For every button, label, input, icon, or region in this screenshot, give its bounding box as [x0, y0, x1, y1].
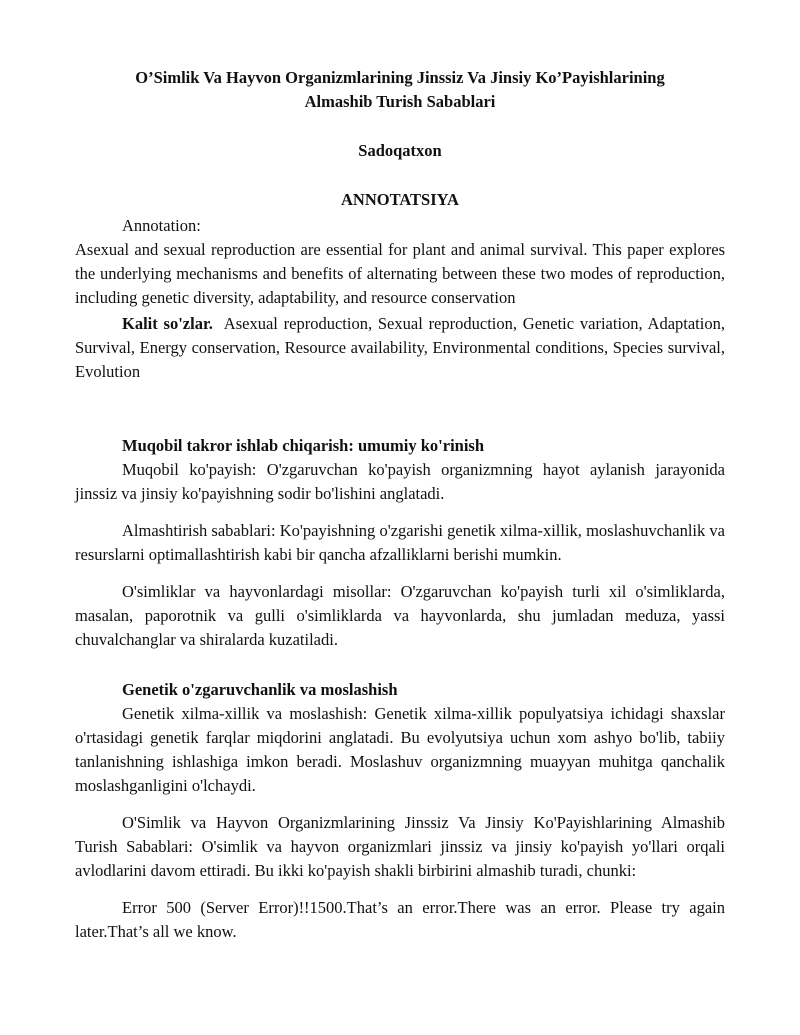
title-line-1: O’Simlik Va Hayvon Organizmlarining Jinssiz Va Jinsiy Ko’Payishlarining: [135, 68, 665, 87]
section-heading-muqobil: Muqobil takror ishlab chiqarish: umumiy ko'rinish: [122, 436, 485, 455]
title-line-2: Almashib Turish Sabablari: [304, 92, 496, 111]
keywords-label: Kalit so'zlar.: [122, 314, 213, 333]
paragraph: Almashtirish sabablari: Ko'payishning o'zgarishi genetik xilma-xillik, moslashuvchanlik va resurslarni optimallashtirish kabi bir qancha afzalliklarni berishi mumkin.: [75, 521, 725, 564]
keywords-paragraph: [75, 312, 725, 384]
paragraph: O'simliklar va hayvonlardagi misollar: O'zgaruvchan ko'payish turli xil o'simliklarda, masalan, paporotnik va gulli o'simliklarda va hayvonlarda, shu jumladan meduza, yassi chuvalchanglar va shiralarda kuzatiladi.: [75, 582, 725, 649]
keywords-text: Asexual reproduction, Sexual reproduction, Genetic variation, Adaptation, Survival, Energy conservation, Resource availability, Environmental conditions, Species survival, Evolution: [75, 314, 725, 381]
annotation-text: Asexual and sexual reproduction are essential for plant and animal survival. This paper explores the underlying mechanisms and benefits of alternating between these two modes of reproduction, including genetic diversity, adaptability, and resource conservation: [75, 240, 725, 307]
paragraph: Genetik xilma-xillik va moslashish: Genetik xilma-xillik populyatsiya ichidagi shaxslar o'rtasidagi genetik farqlar miqdorini anglatadi. Bu evolyutsiya uchun xom ashyo bo'lib, tabiiy tanlanishning ishlashiga imkon beradi. Moslashuv organizmning muayyan muhitga qanchalik moslashganligini o'lchaydi.: [75, 704, 725, 795]
document-title: [75, 66, 725, 114]
annotation-label: Annotation:: [122, 216, 201, 235]
annotatsiya-heading: ANNOTATSIYA: [341, 190, 459, 209]
paragraph: O'Simlik va Hayvon Organizmlarining Jinssiz Va Jinsiy Ko'Payishlarining Almashib Turish Sabablari: O'simlik va hayvon organizmlari jinssiz va jinsiy ko'payish yo'llari orqali avlodlarini davom ettiradi. Bu ikki ko'payish shakli birbirini almashib turadi, chunki:: [75, 813, 725, 880]
paragraph: Muqobil ko'payish: O'zgaruvchan ko'payish organizmning hayot aylanish jarayonida jinssiz va jinsiy ko'payishning sodir bo'lishini anglatadi.: [75, 460, 725, 503]
paragraph: Error 500 (Server Error)!!1500.That’s an error.There was an error. Please try again later.That’s all we know.: [75, 898, 725, 941]
section-heading-genetik: Genetik o'zgaruvchanlik va moslashish: [122, 680, 398, 699]
author-name: Sadoqatxon: [358, 141, 442, 160]
